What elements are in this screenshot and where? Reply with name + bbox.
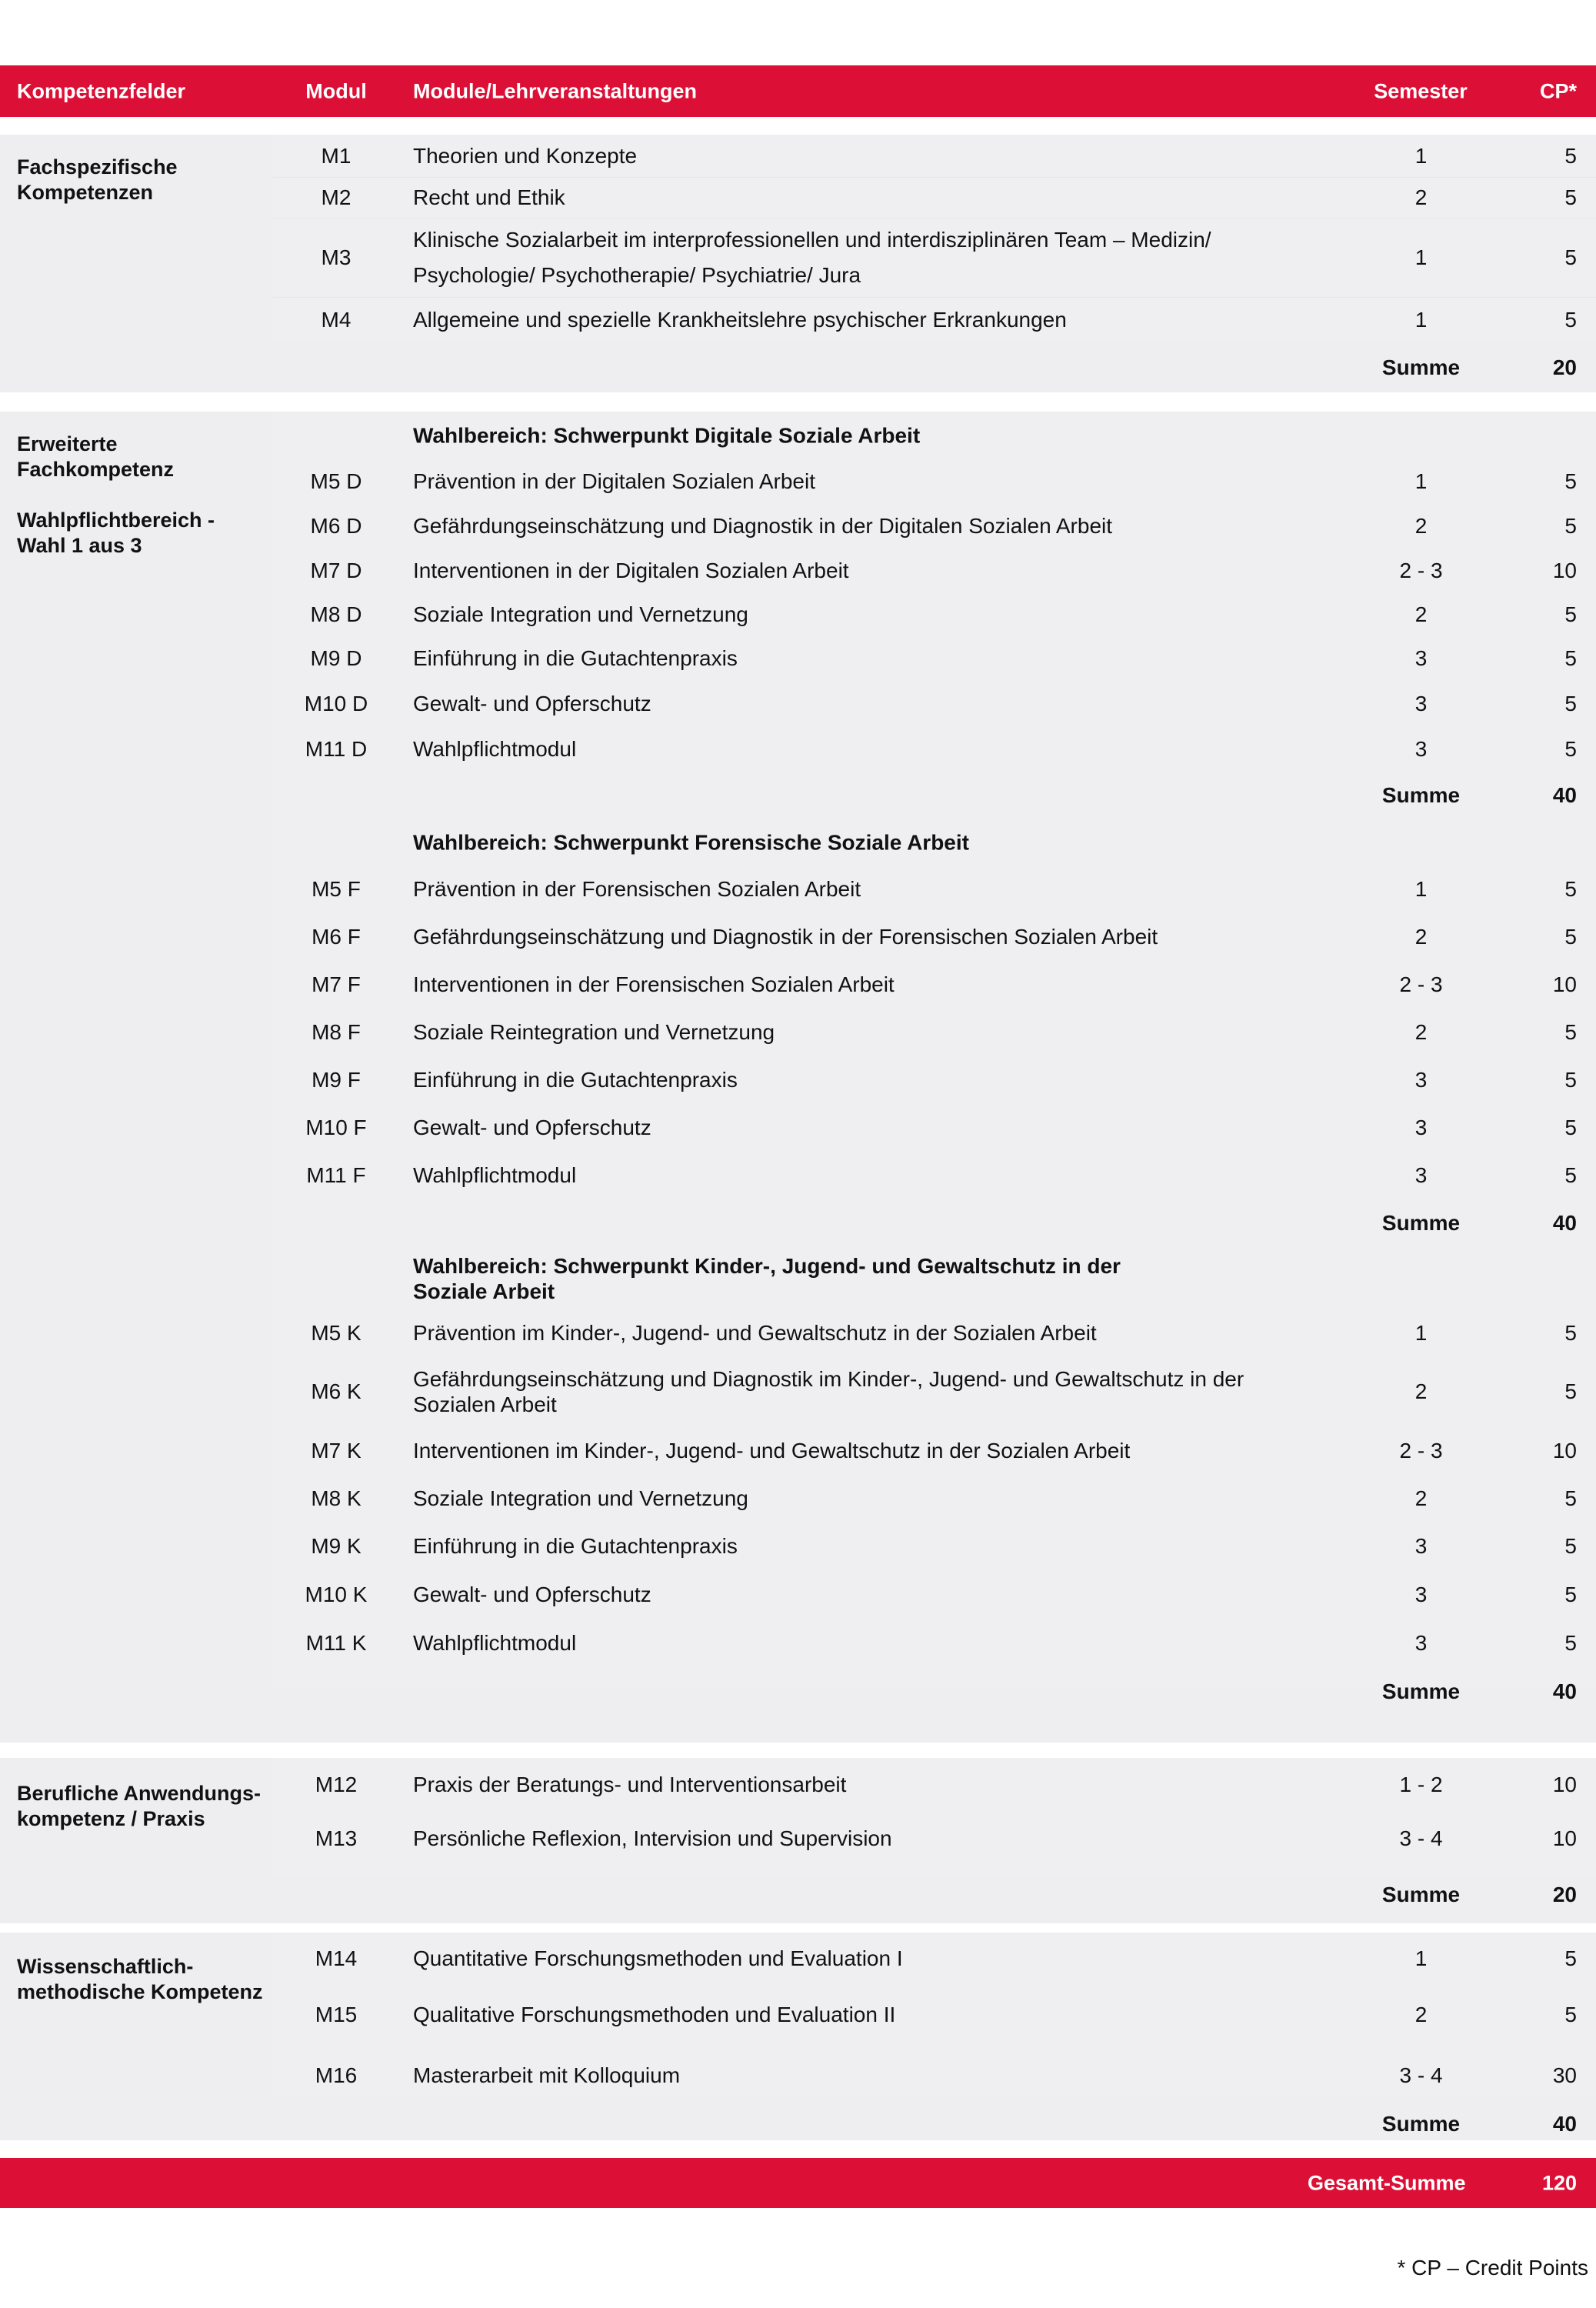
table-row — [0, 1758, 1596, 1812]
module-code: M11 F — [306, 1163, 366, 1187]
module-code: M1 — [321, 143, 352, 168]
module-code: M6 K — [311, 1379, 362, 1403]
group-heading: Wahlbereich: Schwerpunkt Forensische Soziale Arbeit — [413, 830, 969, 855]
table-row — [0, 681, 1596, 727]
table-row — [0, 1812, 1596, 1866]
module-cp: 5 — [1564, 1486, 1577, 1510]
module-code: M11 K — [305, 1631, 367, 1655]
module-semester: 3 - 4 — [1399, 2063, 1443, 2087]
module-title: Soziale Integration und Vernetzung — [413, 602, 748, 626]
module-code: M7 F — [312, 972, 361, 996]
table-row — [0, 1619, 1596, 1667]
module-cp: 5 — [1564, 1631, 1577, 1655]
sum-label: Summe — [1381, 1679, 1461, 1703]
total-row — [0, 2158, 1596, 2208]
module-title: Quantitative Forschungsmethoden und Evaluation I — [413, 1946, 903, 1970]
module-title: Einführung in die Gutachtenpraxis — [413, 1534, 738, 1558]
module-title: Theorien und Konzepte — [413, 143, 638, 168]
section-wissenschaftlich-methodische-kompetenz — [0, 1933, 1596, 2140]
module-semester: 3 — [1414, 692, 1428, 715]
module-cp: 5 — [1564, 602, 1577, 626]
module-cp: 5 — [1564, 1583, 1577, 1606]
module-code: M12 — [315, 1773, 358, 1796]
module-code: M10 K — [305, 1583, 368, 1606]
module-semester: 3 — [1414, 1631, 1428, 1655]
module-title: Interventionen in der Forensischen Sozialen Arbeit — [413, 972, 895, 996]
table-row — [0, 1523, 1596, 1570]
module-semester: 1 — [1414, 245, 1428, 269]
header-kompetenzfelder: Kompetenzfelder — [17, 79, 186, 102]
module-title: Gewalt- und Opferschutz — [413, 1116, 651, 1139]
table-row — [0, 1933, 1596, 1985]
module-cp: 5 — [1564, 1068, 1577, 1092]
module-cp: 5 — [1564, 1116, 1577, 1139]
table-row — [0, 504, 1596, 549]
table-row — [0, 1056, 1596, 1104]
field-label: Wissenschaftlich- methodische Kompetenz — [17, 1955, 263, 2003]
table-row — [0, 1104, 1596, 1152]
module-cp: 5 — [1564, 514, 1577, 538]
module-code: M9 F — [312, 1068, 361, 1092]
module-title: Prävention in der Forensischen Sozialen Arbeit — [413, 877, 861, 901]
module-title: Masterarbeit mit Kolloquium — [413, 2063, 681, 2087]
module-cp: 5 — [1564, 1321, 1577, 1345]
module-semester: 1 — [1414, 308, 1428, 332]
footnote: * CP – Credit Points — [1397, 2256, 1588, 2280]
module-cp: 5 — [1564, 1379, 1577, 1403]
module-code: M9 D — [310, 646, 362, 670]
module-title: Gefährdungseinschätzung und Diagnostik in der Digitalen Sozialen Arbeit — [413, 514, 1113, 538]
table-row — [0, 1356, 1596, 1427]
module-semester: 1 — [1414, 1946, 1428, 1970]
module-title: Wahlpflichtmodul — [413, 737, 577, 761]
module-code: M16 — [315, 2063, 358, 2087]
table-row — [0, 1570, 1596, 1619]
table-row — [0, 636, 1596, 681]
module-cp: 5 — [1564, 925, 1577, 949]
group-heading: Wahlbereich: Schwerpunkt Digitale Soziale Arbeit — [413, 423, 921, 448]
table-row — [0, 913, 1596, 961]
module-code: M15 — [315, 2003, 358, 2026]
sum-value: 20 — [1552, 355, 1577, 379]
module-cp: 5 — [1564, 1946, 1577, 1970]
module-title: Klinische Sozialarbeit im interprofessionellen und interdisziplinären Team – Medizin/ Psychologie/ Psychotherapie/ Psychiatrie/ Jura — [413, 227, 1211, 287]
module-cp: 10 — [1552, 1773, 1577, 1796]
module-cp: 5 — [1564, 646, 1577, 670]
table-row — [0, 593, 1596, 636]
module-code: M4 — [321, 308, 352, 332]
sum-value: 40 — [1552, 2112, 1577, 2136]
module-cp: 5 — [1564, 692, 1577, 715]
module-code: M3 — [321, 245, 352, 269]
table-row — [0, 2045, 1596, 2106]
module-title: Wahlpflichtmodul — [413, 1163, 577, 1187]
module-cp: 5 — [1564, 185, 1577, 209]
table-row — [0, 549, 1596, 593]
table-row — [0, 1427, 1596, 1475]
module-title: Gewalt- und Opferschutz — [413, 1583, 651, 1606]
field-sublabel: Wahlpflichtbereich - Wahl 1 aus 3 — [17, 509, 215, 557]
module-semester: 1 - 2 — [1399, 1773, 1443, 1796]
module-title: Praxis der Beratungs- und Interventionsarbeit — [413, 1773, 847, 1796]
module-cp: 5 — [1564, 1534, 1577, 1558]
section-berufliche-anwendungskompetenz — [0, 1758, 1596, 1923]
module-semester: 3 - 4 — [1399, 1826, 1443, 1850]
module-semester: 2 - 3 — [1399, 559, 1443, 582]
sum-label: Summe — [1381, 355, 1461, 379]
table-row — [0, 1310, 1596, 1356]
module-code: M2 — [321, 185, 352, 209]
module-code: M10 D — [304, 692, 368, 715]
table-header — [0, 65, 1596, 117]
module-title: Persönliche Reflexion, Intervision und Supervision — [413, 1826, 892, 1850]
sum-row — [0, 772, 1596, 819]
module-code: M10 F — [305, 1116, 367, 1139]
module-title: Einführung in die Gutachtenpraxis — [413, 1068, 738, 1092]
module-cp: 5 — [1564, 245, 1577, 269]
module-title: Gewalt- und Opferschutz — [413, 692, 651, 715]
module-semester: 1 — [1414, 1321, 1428, 1345]
module-semester: 2 — [1414, 1379, 1428, 1403]
table-row — [0, 866, 1596, 913]
module-semester: 3 — [1414, 646, 1428, 670]
module-semester: 1 — [1414, 877, 1428, 901]
module-code: M8 K — [311, 1486, 362, 1510]
module-code: M5 F — [312, 877, 361, 901]
module-code: M13 — [315, 1826, 358, 1850]
module-semester: 3 — [1414, 1116, 1428, 1139]
header-semester: Semester — [1374, 79, 1468, 102]
module-cp: 10 — [1552, 559, 1577, 582]
module-title: Soziale Integration und Vernetzung — [413, 1486, 748, 1510]
field-label: Berufliche Anwendungs- kompetenz / Praxis — [17, 1782, 262, 1830]
table-row — [0, 1009, 1596, 1056]
module-cp: 5 — [1564, 2003, 1577, 2026]
module-title: Recht und Ethik — [413, 185, 565, 209]
module-title: Gefährdungseinschätzung und Diagnostik in der Forensischen Sozialen Arbeit — [413, 925, 1158, 949]
table-row — [0, 1152, 1596, 1199]
header-module: Module/Lehrveranstaltungen — [413, 79, 698, 102]
sum-label: Summe — [1381, 783, 1461, 807]
module-semester: 3 — [1414, 1534, 1428, 1558]
section-fachspezifische-kompetenzen — [0, 135, 1596, 392]
module-title: Allgemeine und spezielle Krankheitslehre psychischer Erkrankungen — [413, 308, 1067, 332]
module-semester: 3 — [1414, 1583, 1428, 1606]
module-semester: 2 — [1414, 514, 1428, 538]
module-semester: 2 — [1414, 1486, 1428, 1510]
group-heading-row — [0, 819, 1596, 866]
module-code: M8 F — [312, 1020, 361, 1044]
total-value: 120 — [1541, 2171, 1577, 2194]
total-label: Gesamt-Summe — [1308, 2171, 1466, 2194]
module-semester: 3 — [1414, 1068, 1428, 1092]
group-heading-row — [0, 412, 1596, 459]
table-row — [0, 297, 1596, 343]
table-row — [0, 727, 1596, 772]
header-modul: Modul — [305, 79, 367, 102]
module-semester: 3 — [1414, 737, 1428, 761]
module-semester: 3 — [1414, 1163, 1428, 1187]
sum-label: Summe — [1381, 1883, 1461, 1906]
sum-value: 40 — [1552, 1679, 1577, 1703]
table-row — [0, 459, 1596, 504]
sum-row — [0, 1199, 1596, 1247]
module-title: Interventionen im Kinder-, Jugend- und Gewaltschutz in der Sozialen Arbeit — [413, 1439, 1131, 1463]
module-semester: 2 — [1414, 2003, 1428, 2026]
sum-value: 20 — [1552, 1883, 1577, 1906]
table-row — [0, 135, 1596, 177]
sum-row — [0, 343, 1596, 392]
module-semester: 2 — [1414, 925, 1428, 949]
module-code: M9 K — [311, 1534, 362, 1558]
module-cp: 5 — [1564, 737, 1577, 761]
module-semester: 2 - 3 — [1399, 1439, 1443, 1463]
module-title: Prävention in der Digitalen Sozialen Arbeit — [413, 469, 815, 493]
module-semester: 2 — [1414, 185, 1428, 209]
sum-value: 40 — [1552, 783, 1577, 807]
table-row — [0, 1985, 1596, 2045]
module-code: M7 K — [311, 1439, 362, 1463]
module-semester: 1 — [1414, 469, 1428, 493]
module-cp: 10 — [1552, 1826, 1577, 1850]
sum-label: Summe — [1381, 2112, 1461, 2136]
group-heading: Wahlbereich: Schwerpunkt Kinder-, Jugend- und Gewaltschutz in der Soziale Arbeit — [413, 1254, 1121, 1303]
module-code: M5 K — [311, 1321, 362, 1345]
module-title: Einführung in die Gutachtenpraxis — [413, 646, 738, 670]
module-cp: 5 — [1564, 1163, 1577, 1187]
module-cp: 10 — [1552, 1439, 1577, 1463]
sum-row — [0, 1872, 1596, 1918]
module-semester: 2 — [1414, 602, 1428, 626]
module-cp: 5 — [1564, 143, 1577, 168]
module-cp: 5 — [1564, 308, 1577, 332]
module-code: M11 D — [305, 737, 368, 761]
module-semester: 2 - 3 — [1399, 972, 1443, 996]
header-cp: CP* — [1539, 79, 1577, 102]
module-code: M6 F — [312, 925, 361, 949]
section-erweiterte-fachkompetenz — [0, 412, 1596, 1743]
module-semester: 2 — [1414, 1020, 1428, 1044]
group-heading-row — [0, 1247, 1596, 1310]
module-cp: 10 — [1552, 972, 1577, 996]
field-label: Erweiterte Fachkompetenz — [17, 432, 175, 481]
sum-value: 40 — [1552, 1211, 1577, 1235]
module-cp: 5 — [1564, 469, 1577, 493]
table-row — [0, 218, 1596, 297]
field-label: Fachspezifische Kompetenzen — [17, 155, 178, 204]
module-title: Soziale Reintegration und Vernetzung — [413, 1020, 775, 1044]
sum-row — [0, 1667, 1596, 1716]
sum-label: Summe — [1381, 1211, 1461, 1235]
module-code: M6 D — [310, 514, 362, 538]
table-row — [0, 961, 1596, 1009]
table-row — [0, 1475, 1596, 1523]
module-title: Prävention im Kinder-, Jugend- und Gewaltschutz in der Sozialen Arbeit — [413, 1321, 1097, 1345]
sum-row — [0, 2105, 1596, 2143]
module-code: M7 D — [310, 559, 362, 582]
module-cp: 30 — [1552, 2063, 1577, 2087]
module-cp: 5 — [1564, 1020, 1577, 1044]
module-code: M14 — [315, 1946, 358, 1970]
module-semester: 1 — [1414, 143, 1428, 168]
module-code: M8 D — [310, 602, 362, 626]
module-title: Interventionen in der Digitalen Sozialen Arbeit — [413, 559, 849, 582]
module-cp: 5 — [1564, 877, 1577, 901]
module-title: Wahlpflichtmodul — [413, 1631, 577, 1655]
module-title: Gefährdungseinschätzung und Diagnostik im Kinder-, Jugend- und Gewaltschutz in der Sozialen Arbeit — [413, 1367, 1244, 1416]
module-title: Qualitative Forschungsmethoden und Evaluation II — [413, 2003, 896, 2026]
table-row — [0, 177, 1596, 218]
module-code: M5 D — [310, 469, 362, 493]
